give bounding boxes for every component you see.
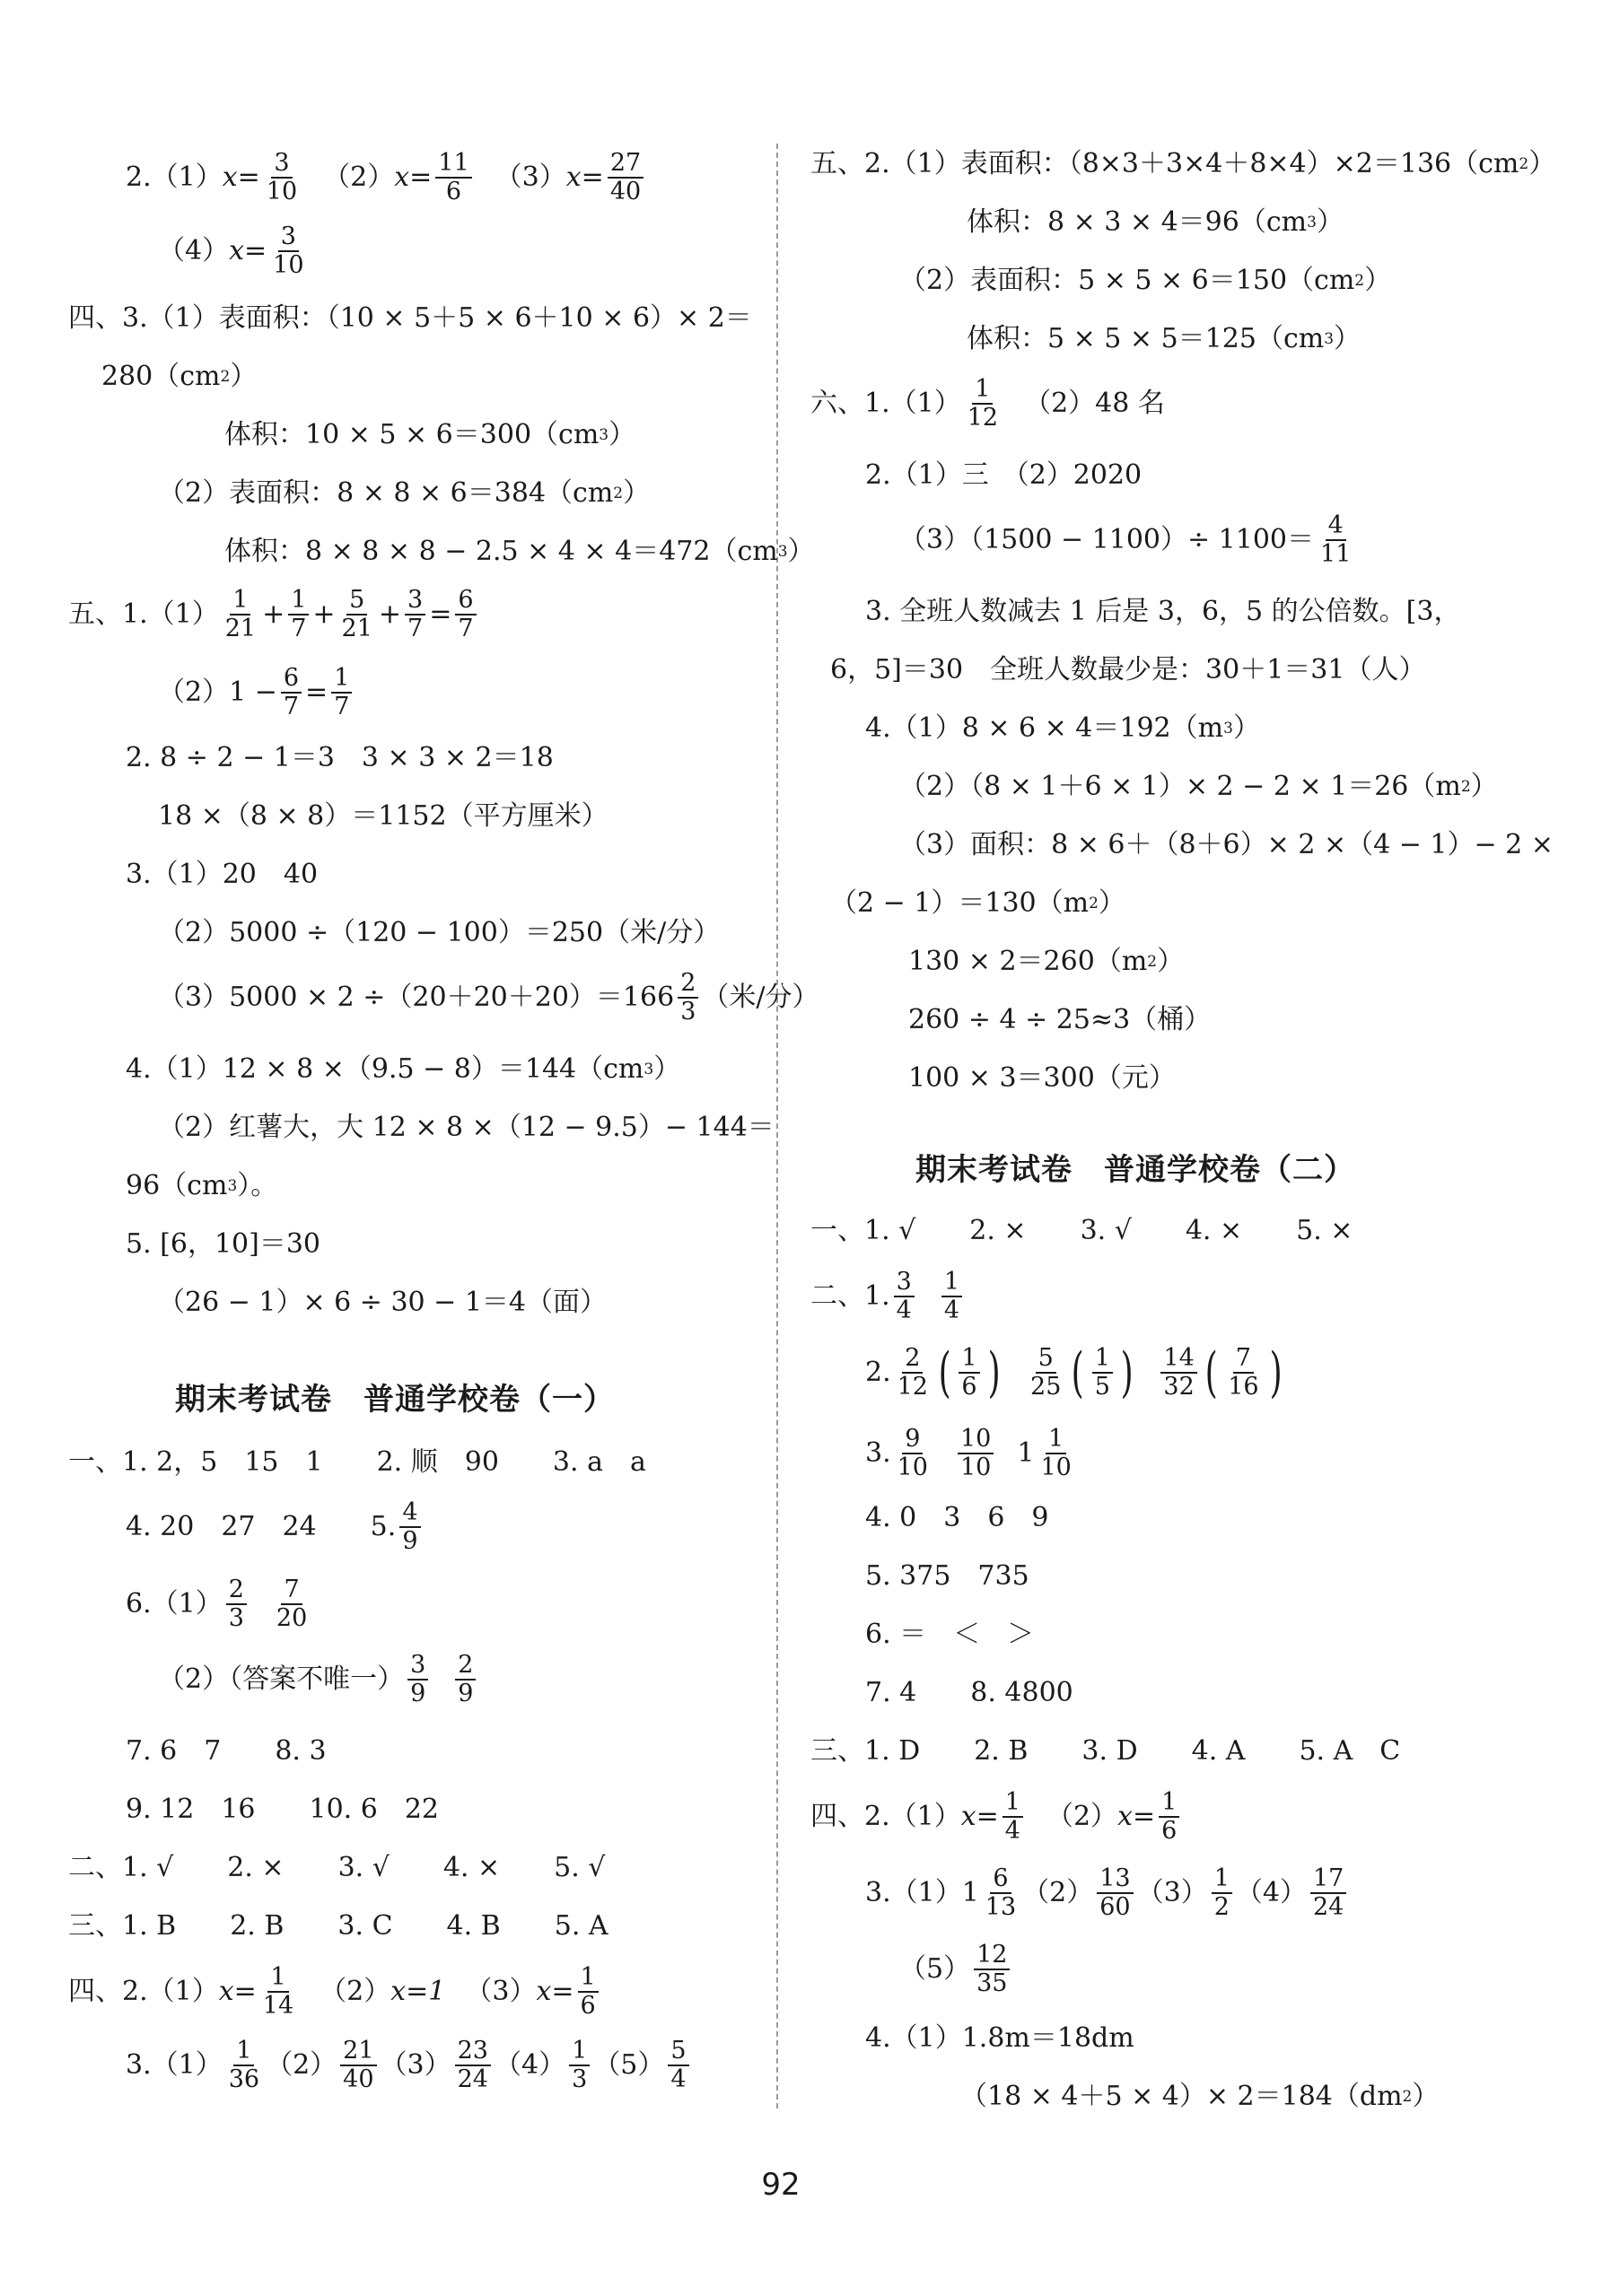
answer-line: （3）5000 × 2 ÷（20＋20＋20）＝166 $\frac{2}{3}$ （米/分）	[158, 969, 819, 1026]
answer-line: （2）表面积：8 × 8 × 6＝384（cm 2 ）	[158, 477, 651, 509]
fraction: $\frac{4}{9}$	[399, 1500, 420, 1555]
fraction: $\frac{4}{11}$	[1320, 511, 1352, 569]
answer-line: 7. 4 8. 4800	[865, 1677, 1073, 1708]
fraction: $\frac{9}{10}$	[897, 1425, 928, 1482]
fraction: $\frac{1}{6}$	[578, 1965, 599, 2020]
fraction: $\frac{5}{21}$	[341, 586, 372, 643]
answer-line: 4. 20 27 24 5. $\frac{4}{9}$	[126, 1500, 425, 1555]
answer-line: 二、1. √ 2. × 3. √ 4. × 5. √	[68, 1852, 606, 1883]
answer-line: 4.（1）8 × 6 × 4＝192（m 3 ）	[865, 712, 1260, 744]
answer-line: 9. 12 16 10. 6 22	[126, 1794, 440, 1825]
answer-line: 五、2.（1）表面积：（8×3＋3×4＋8×4）×2＝136（cm 2 ）	[810, 148, 1556, 179]
section-heading: 期末考试卷 普通学校卷（一）	[175, 1382, 615, 1418]
answer-line: （2）表面积：5 × 5 × 6＝150（cm 2 ）	[899, 265, 1392, 296]
answer-line: 二、1. $\frac{3}{4}$ $\frac{1}{4}$	[810, 1270, 966, 1324]
fraction: $\frac{6}{13}$	[985, 1864, 1017, 1922]
fraction: $\frac{7}{16}$	[1228, 1344, 1259, 1401]
answer-line: （26 − 1）× 6 ÷ 30 − 1＝4（面）	[158, 1287, 607, 1318]
fraction: $\frac{1}{5}$	[1092, 1346, 1113, 1401]
fraction: $\frac{1}{21}$	[224, 586, 257, 643]
fraction: $\frac{2}{3}$	[678, 971, 698, 1026]
fraction: $\frac{2}{3}$	[226, 1577, 247, 1632]
answer-line: 2.（1） x= $\frac{3}{10}$ （2） x= $\frac{11}{6}$ （3） x= $\frac{27}{40}$	[126, 151, 647, 205]
fraction: $\frac{1}{7}$	[288, 588, 309, 642]
answer-line: 4.（1）1.8m＝18dm	[865, 2022, 1134, 2054]
answer-line: 体积：8 × 8 × 8 − 2.5 × 4 × 4＝472（cm 3 ）	[224, 536, 815, 567]
answer-line: 3. $\frac{9}{10}$ $\frac{10}{10}$ 1 $\frac{1}{10}$	[865, 1427, 1078, 1481]
column-divider	[776, 144, 778, 2108]
answer-line: 18 ×（8 × 8）＝1152（平方厘米）	[158, 800, 609, 832]
fraction: $\frac{17}{24}$	[1310, 1866, 1346, 1921]
section-heading: 期末考试卷 普通学校卷（二）	[915, 1152, 1355, 1188]
fraction: $\frac{1}{4}$	[941, 1270, 962, 1324]
fraction: $\frac{5}{4}$	[668, 2038, 688, 2093]
answer-line: 2.（1）三 （2）2020	[865, 459, 1143, 491]
fraction: $\frac{7}{20}$	[276, 1576, 308, 1633]
answer-line: 四、2.（1） x= $\frac{1}{14}$ （2） x=1 （3） x= $\frac{1}{6}$	[68, 1965, 602, 2020]
answer-line: 六、1.（1） $\frac{1}{12}$ （2）48 名	[810, 375, 1165, 432]
fraction: $\frac{10}{10}$	[958, 1427, 994, 1481]
answer-line: 96（cm 3 ）。	[126, 1170, 278, 1201]
answer-line: 一、1. √ 2. × 3. √ 4. × 5. ×	[810, 1215, 1353, 1246]
answer-line: （2）（8 × 1＋6 × 1）× 2 − 2 × 1＝26（m 2 ）	[899, 771, 1498, 802]
fraction: $\frac{1}{6}$	[959, 1346, 979, 1401]
answer-line: 四、2.（1） x= $\frac{1}{4}$ （2） x= $\frac{1}{6}$	[810, 1790, 1183, 1845]
answer-line: 7. 6 7 8. 3	[126, 1735, 327, 1767]
answer-line: 5. [6，10]＝30	[126, 1228, 321, 1260]
fraction: $\frac{3}{9}$	[407, 1653, 428, 1707]
answer-line: 4.（1）12 × 8 ×（9.5 − 8）＝144（cm 3 ）	[126, 1053, 681, 1085]
answer-line: 130 × 2＝260（m 2 ）	[908, 946, 1185, 977]
fraction: $\frac{3}{4}$	[894, 1270, 915, 1324]
answer-line: 6. ＝ ＜ ＞	[865, 1619, 1035, 1650]
answer-line: 2. $\frac{2}{12}$ ( $\frac{1}{6}$ ) $\frac{5}{25}$ ( $\frac{1}{5}$ ) $\frac{14}{32}$ ( $\frac{7}{16}$ )	[865, 1341, 1283, 1405]
answer-line: 一、1. 2，5 15 1 2. 顺 90 3. a a	[68, 1446, 646, 1478]
fraction: $\frac{1}{36}$	[228, 2037, 260, 2094]
answer-line: （5） $\frac{12}{35}$	[899, 1942, 1013, 1997]
fraction: $\frac{1}{10}$	[1040, 1425, 1072, 1482]
answer-line: 5. 375 735	[865, 1560, 1029, 1592]
answer-line: 6.（1） $\frac{2}{3}$ $\frac{7}{20}$	[126, 1577, 313, 1632]
fraction: $\frac{1}{14}$	[262, 1963, 294, 2021]
fraction: $\frac{2}{12}$	[897, 1344, 928, 1401]
fraction: $\frac{1}{4}$	[1002, 1790, 1023, 1845]
fraction: $\frac{1}{3}$	[569, 2038, 590, 2093]
fraction: $\frac{1}{2}$	[1212, 1866, 1232, 1921]
answer-line: （3）面积：8 × 6＋（8＋6）× 2 ×（4 − 1）− 2 ×	[899, 829, 1554, 860]
fraction: $\frac{13}{60}$	[1097, 1866, 1133, 1921]
answer-line: （2）5000 ÷（120 − 100）＝250（米/分）	[158, 917, 721, 948]
answer-line: 四、3.（1）表面积：（10 × 5＋5 × 6＋10 × 6）× 2＝	[68, 302, 752, 334]
answer-line: 三、1. B 2. B 3. C 4. B 5. A	[68, 1910, 609, 1942]
fraction: $\frac{1}{12}$	[967, 375, 999, 432]
answer-line: 体积：5 × 5 × 5＝125（cm 3 ）	[967, 323, 1361, 354]
answer-line: （2）红薯大，大 12 × 8 ×（12 − 9.5）− 144＝	[158, 1112, 775, 1143]
answer-line: 6，5]＝30 全班人数最少是：30＋1＝31（人）	[830, 654, 1426, 685]
answer-line: 体积：8 × 3 × 4＝96（cm 3 ）	[967, 206, 1344, 238]
answer-line: （4） x= $\frac{3}{10}$	[158, 224, 311, 279]
answer-line: 3.（1） $\frac{1}{36}$ （2） $\frac{21}{40}$ （3） $\frac{23}{24}$ （4） $\frac{1}{3}$ （5） $\frac{5}{4}$	[126, 2038, 693, 2093]
answer-line: 260 ÷ 4 ÷ 25≈3（桶）	[908, 1004, 1212, 1035]
answer-line: （2）（答案不唯一） $\frac{3}{9}$ $\frac{2}{9}$	[158, 1653, 479, 1707]
fraction: $\frac{2}{9}$	[455, 1653, 476, 1707]
answer-line: 2. 8 ÷ 2 − 1＝3 3 × 3 × 2＝18	[126, 742, 554, 773]
fraction: $\frac{23}{24}$	[455, 2038, 491, 2093]
answer-line: 五、1.（1） $\frac{1}{21}$ + $\frac{1}{7}$ + $\frac{5}{21}$ + $\frac{3}{7}$ = $\frac{6}{7}$	[68, 588, 480, 642]
fraction: $\frac{3}{7}$	[405, 588, 425, 642]
answer-line: 4. 0 3 6 9	[865, 1502, 1049, 1533]
answer-line: 3.（1）20 40	[126, 859, 319, 890]
answer-line: 100 × 3＝300（元）	[908, 1062, 1176, 1094]
fraction: $\frac{11}{6}$	[435, 151, 471, 205]
fraction: $\frac{1}{6}$	[1159, 1790, 1179, 1845]
fraction: $\frac{6}{7}$	[281, 666, 302, 720]
answer-line: 三、1. D 2. B 3. D 4. A 5. A C	[810, 1735, 1401, 1767]
fraction: $\frac{27}{40}$	[608, 151, 644, 205]
answer-line: （3）（1500 − 1100）÷ 1100＝ $\frac{4}{11}$	[899, 513, 1357, 568]
answer-line: 3.（1）1 $\frac{6}{13}$ （2） $\frac{13}{60}$ （3） $\frac{1}{2}$ （4） $\frac{17}{24}$	[865, 1866, 1350, 1921]
answer-line: 3. 全班人数减去 1 后是 3，6，5 的公倍数。[3，	[865, 596, 1461, 627]
fraction: $\frac{5}{25}$	[1030, 1344, 1062, 1401]
fraction: $\frac{14}{32}$	[1160, 1346, 1196, 1401]
fraction: $\frac{21}{40}$	[340, 2038, 376, 2093]
answer-line: 280（cm 2 ）	[101, 361, 258, 392]
answer-line: （2）1 − $\frac{6}{7}$ = $\frac{1}{7}$	[158, 666, 355, 720]
fraction: $\frac{6}{7}$	[455, 588, 476, 642]
page-number: 92	[761, 2167, 801, 2203]
fraction: $\frac{3}{10}$	[266, 149, 298, 206]
answer-line: （2 − 1）＝130（m 2 ）	[830, 887, 1125, 919]
fraction: $\frac{3}{10}$	[273, 223, 304, 280]
fraction: $\frac{12}{35}$	[974, 1942, 1010, 1997]
fraction: $\frac{1}{7}$	[331, 666, 352, 720]
answer-line: （18 × 4＋5 × 4）× 2＝184（dm 2 ）	[960, 2081, 1440, 2112]
answer-line: 体积：10 × 5 × 6＝300（cm 3 ）	[224, 419, 636, 450]
